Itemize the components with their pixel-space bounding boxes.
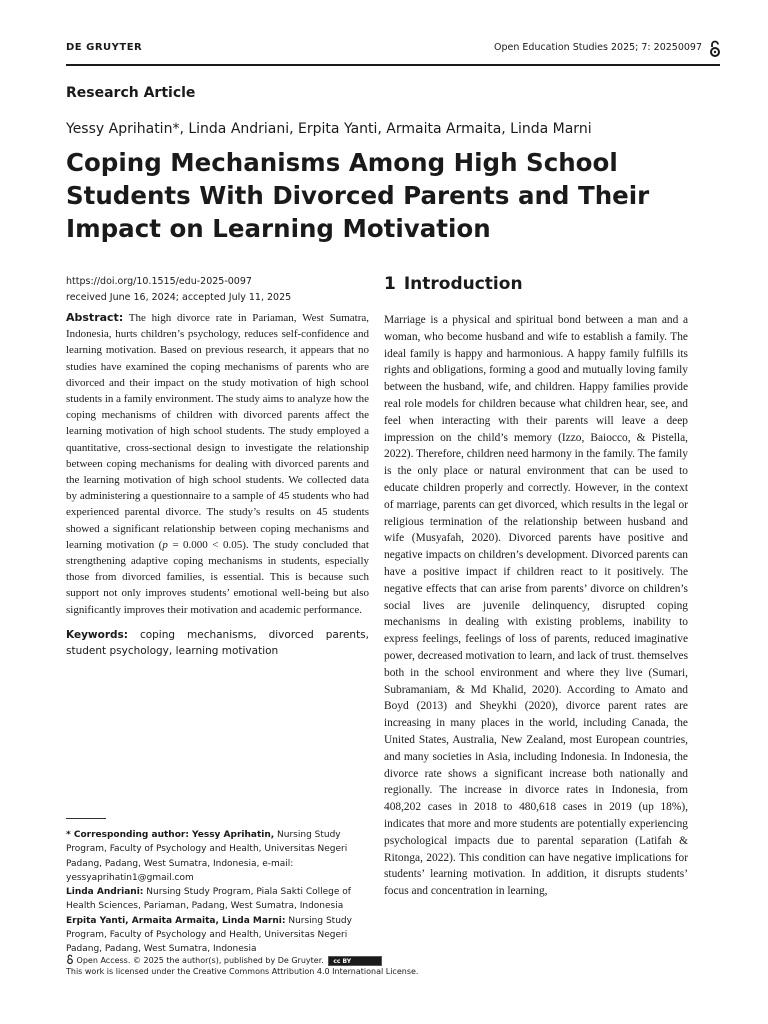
footnote-divider [66, 818, 106, 819]
abstract-label: Abstract: [66, 311, 124, 324]
article-type: Research Article [66, 85, 196, 101]
author-list: Yessy Aprihatin*, Linda Andriani, Erpita Yanti, Armaita Armaita, Linda Marni [66, 121, 592, 137]
open-access-icon [708, 40, 722, 63]
abstract-column [66, 310, 369, 659]
article-meta [66, 274, 291, 306]
footnote-text: Nursing Study Program, Faculty of Psychology and Health, Universitas Negeri Padang, Padang, West Sumatra, Indonesia, e-mail: yessyaprihatin1@gmail.com [66, 830, 348, 883]
introduction-text: Marriage is a physical and spiritual bond between a man and a woman, who become husband and wife to establish a family. The ideal family is happy and harmonious. A happy family fulfills its rights and obligations, forming a good and mutually loving family between the husband, wife, and children. Happy families provide real role models for children because what children hear, see, and feel when interacting with their parents will leave a deep impression on the child’s memory (Izzo, Baiocco, & Pistella, 2022). Therefore, children need harmony in the family. The family is the only place or natural environment that can be used to educate children properly and correctly. However, in the context of marriage, parents can get divorced, which results in the legal or religious termination of the relationship between husband and wife (Musyafah, 2020). Divorced parents have positive and negative impacts on children’s development. Divorced parents can have a positive impact if children react to it positively. The negative effects that can arise from parents’ divorce on children’s social lives are juvenile delinquency, disrupted coping mechanisms in dealing with existing problems, inability to express feelings, feelings of loss of parents, reduced imaginative power, decreased motivation to learn, and lack of trust. themselves both in the school environment and where they live (Sumari, Subramaniam, & Md Khalid, 2020). According to Amato and Boyd (2013) and Sheykhi (2020), divorce parent rates are increasing in many places in the world, including Canada, the United States, Australia, New Zealand, most European countries, and many societies in Asia, including Indonesia. In Indonesia, the divorce rate shows a significant increase both nationally and regionally. The increase in divorce rates in Indonesia, from 408,202 cases in 2018 to 480,618 cases in 2019 (up 18%), indicates that more and more students are potentially experiencing psychological impacts due to parental separation (Latifah & Ritonga, 2022). This condition can have negative implications for students’ learning motivation. In addition, it disrupts students’ focus and concentration in learning, [384, 314, 688, 898]
cc-by-license-badge[interactable]: cc BY [328, 956, 382, 966]
footnote-andriani [66, 885, 369, 914]
section-title: Introduction [403, 274, 523, 294]
abstract-text-part-2: = 0.000 < 0.05). The study concluded that strengthening adaptive coping mechanisms in students, especially those from divorced families, is essential. This is because such support not only improves students’ emotional well-being but also significantly improves their motivation and academic performance. [66, 538, 369, 616]
doi-link[interactable]: https://doi.org/10.1515/edu-2025-0097 [66, 276, 252, 287]
open-access-icon [66, 954, 74, 967]
received-accepted-dates: received June 16, 2024; accepted July 11, 2025 [66, 292, 292, 303]
footnote-corresponding-author [66, 828, 369, 885]
p-value-symbol: p [162, 538, 168, 551]
keywords-label: Keywords: [66, 628, 128, 641]
abstract-text-part-1: The high divorce rate in Pariaman, West Sumatra, Indonesia, hurts children’s psychology, reduces self-confidence and learning motivation. Based on previous research, it appears that no studies have examined the coping mechanisms of parents who are divorced and their impact on the study motivation of high school students in a family environment. The study aims to analyze how the coping mechanisms of children with divorced parents affect the learning motivation of high school students. The study employed a quantitative, cross-sectional design to investigate the relationship between coping mechanisms for dealing with divorced parents and the learning motivation of high school students. We collected data by administering a questionnaire to a sample of 45 students who had experienced parental divorce. The study’s results on 45 students showed a significant relationship between coping mechanisms and learning motivation ( [66, 312, 369, 551]
keywords-text: coping mechanisms, divorced parents, student psychology, learning motivation [66, 628, 369, 658]
footnote-label: Linda Andriani: [66, 887, 144, 898]
journal-citation: Open Education Studies 2025; 7: 20250097 [494, 42, 702, 53]
footnote-text: Nursing Study Program, Piala Sakti College of Health Sciences, Pariaman, Padang, West Sumatra, Indonesia [66, 887, 351, 912]
footnote-label: Erpita Yanti, Armaita Armaita, Linda Marni: [66, 915, 286, 926]
author-footnotes [66, 828, 369, 957]
article-title: Coping Mechanisms Among High School Students With Divorced Parents and Their Impact on Learning Motivation [66, 148, 650, 243]
footnote-other-authors [66, 914, 369, 957]
footnote-text: Nursing Study Program, Faculty of Psychology and Health, Universitas Negeri Padang, Padang, West Sumatra, Indonesia [66, 915, 352, 955]
footnote-label: * Corresponding author: Yessy Aprihatin, [66, 830, 275, 840]
section-heading [384, 274, 523, 294]
page-footer [66, 954, 720, 976]
license-statement: This work is licensed under the Creative Commons Attribution 4.0 International License. [66, 967, 419, 976]
open-access-statement: Open Access. © 2025 the author(s), published by De Gruyter. [76, 956, 324, 965]
publisher-name: DE GRUYTER [66, 42, 143, 53]
abstract [66, 310, 369, 618]
keywords [66, 627, 369, 659]
section-number: 1 [384, 274, 396, 294]
page-header [66, 38, 720, 66]
